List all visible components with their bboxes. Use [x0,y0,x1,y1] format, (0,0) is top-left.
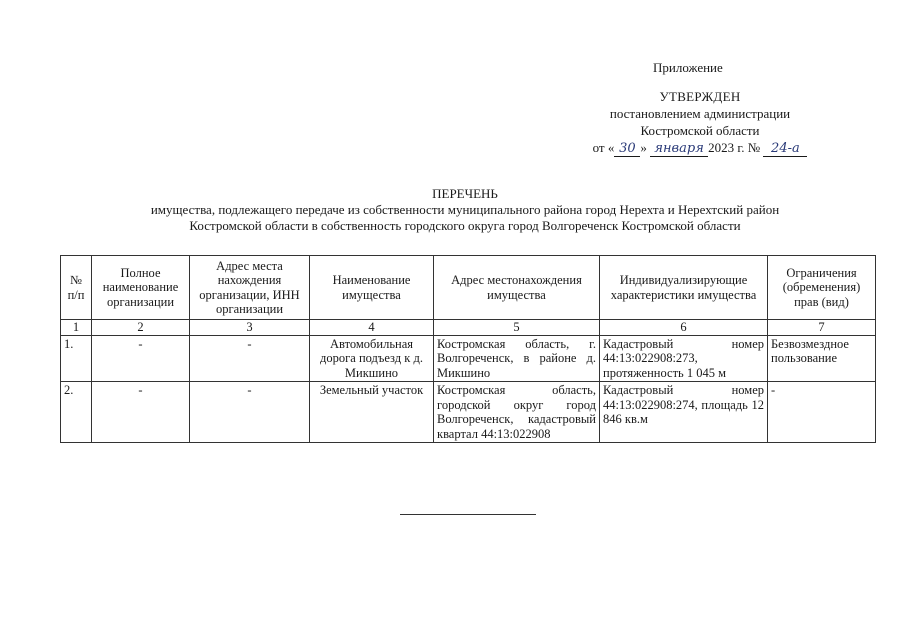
date-year: 2023 г. № [708,140,761,155]
column-number: 6 [600,320,768,336]
property-address-cell: Костромская область, городской округ город Волгореченск, кадастровый квартал 44:13:022908 [434,382,600,443]
region-line: Костромской области [640,123,760,138]
column-number: 2 [92,320,190,336]
header-cell-org-address: Адрес места нахождения организации, ИНН организации [190,256,310,320]
date-mid: » [640,140,647,155]
column-number: 5 [434,320,600,336]
appendix-label: Приложение [653,60,723,75]
row-number: 2. [61,382,92,443]
header-cell-property-address: Адрес местонахождения имущества [434,256,600,320]
table-row [61,335,876,382]
org-address-cell: - [190,382,310,443]
characteristics-cell: Кадастровый номер 44:13:022908:273, протяженность 1 045 м [600,335,768,382]
header-cell-number: № п/п [61,256,92,320]
title-line-2: Костромской области в собственность городского округа город Волгореченск Костромской области [189,218,741,233]
column-number: 4 [310,320,434,336]
org-name-cell: - [92,382,190,443]
footer-divider [400,514,536,515]
approved-by-line: постановлением администрации [609,106,791,121]
row-number: 1. [61,335,92,382]
header-cell-restrictions: Ограничения (обременения) прав (вид) [768,256,876,320]
date-prefix: от « [592,140,615,155]
restrictions-cell: - [768,382,876,443]
date-month-handwritten: января [650,142,708,157]
column-number: 7 [768,320,876,336]
header-cell-org-name: Полное наименование организации [92,256,190,320]
org-address-cell: - [190,335,310,382]
document-title [60,186,870,234]
table-row [61,382,876,443]
header-cell-property-name: Наименование имущества [310,256,434,320]
date-line [565,139,835,157]
characteristics-cell: Кадастровый номер 44:13:022908:274, площадь 12 846 кв.м [600,382,768,443]
document-number-handwritten: 24-а [763,142,807,157]
property-name-cell: Автомобильная дорога подъезд к д. Микшино [310,335,434,382]
approved-label: УТВЕРЖДЕН [659,89,741,104]
title-heading: ПЕРЕЧЕНЬ [432,186,498,201]
header-cell-characteristics: Индивидуализирующие характеристики имущества [600,256,768,320]
column-number: 3 [190,320,310,336]
restrictions-cell: Безвозмездное пользование [768,335,876,382]
org-name-cell: - [92,335,190,382]
table-header-row [61,256,876,320]
property-address-cell: Костромская область, г. Волгореченск, в районе д. Микшино [434,335,600,382]
property-name-cell: Земельный участок [310,382,434,443]
column-number: 1 [61,320,92,336]
title-line-1: имущества, подлежащего передаче из собственности муниципального района город Нерехта и Нерехтский район [150,202,780,217]
approval-block [565,88,835,157]
column-number-row [61,320,876,336]
property-table [60,255,876,443]
date-day-handwritten: 30 [614,142,640,157]
